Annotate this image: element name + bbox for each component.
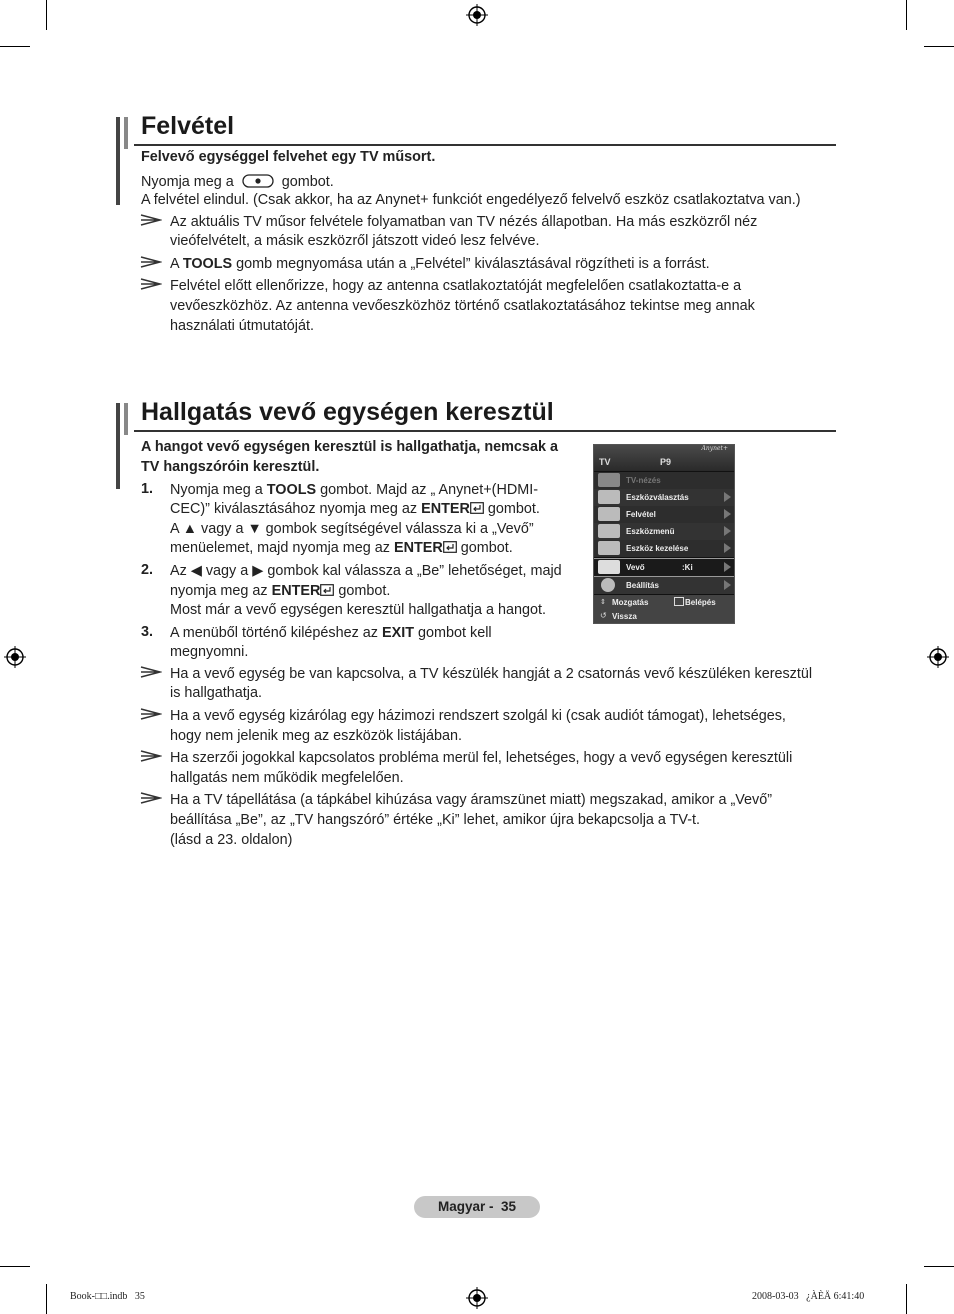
chevron-right-icon — [724, 580, 731, 590]
enter-icon — [674, 597, 684, 606]
section-bar — [124, 117, 128, 149]
device-select-icon — [598, 490, 620, 504]
note-arrow-icon — [140, 665, 162, 679]
text: ENTER — [271, 583, 321, 599]
step-text: Az ◀ vagy a ▶ gombok kal válassza a „Be” lehetőséget, majd — [170, 563, 562, 579]
title-rule — [134, 430, 836, 432]
file-info-right: 2008-03-03 ¿ÀÈÄ 6:41:40 — [752, 1291, 865, 1302]
section-bar — [116, 403, 120, 489]
osd-item-label: Eszközmenü — [626, 527, 675, 536]
text: menüelemet, majd nyomja meg az — [170, 540, 390, 556]
text: nyomja meg az — [170, 583, 268, 599]
osd-item-label: Eszközválasztás — [626, 493, 689, 502]
osd-item-label: TV-nézés — [626, 476, 661, 485]
note-text: Ha a vevő egység be van kapcsolva, a TV készülék hangját a 2 csatornás vevő készüléken keresztül — [170, 666, 813, 682]
registration-mark-icon — [466, 1287, 488, 1309]
text: gombot. Majd az „ Anynet+(HDMI- — [320, 482, 539, 498]
osd-item-eszkozvalasztas[interactable] — [594, 489, 734, 506]
device-operation-icon — [598, 541, 620, 555]
osd-item-tv-nezes[interactable] — [594, 472, 734, 489]
chevron-right-icon — [724, 562, 731, 572]
crop-mark — [0, 46, 30, 47]
section-intro: A hangot vevő egységen keresztül is hallgathatja, nemcsak a — [141, 439, 558, 455]
step-text — [170, 481, 538, 501]
title-rule — [134, 144, 836, 146]
osd-item-label: Felvétel — [626, 510, 656, 519]
chevron-right-icon — [724, 492, 731, 502]
note-text: Az aktuális TV műsor felvétele folyamatban van TV nézés állapotban. Ha más eszközről néz — [170, 214, 758, 230]
osd-source: TV — [599, 457, 611, 467]
step-text: Most már a vevő egységen keresztül hallgathatja a hangot. — [170, 602, 546, 618]
text: A — [170, 256, 179, 272]
section-title: Felvétel — [141, 112, 235, 140]
return-icon: ↺ — [600, 611, 607, 620]
step-number: 3. — [141, 624, 154, 640]
note-text: Felvétel előtt ellenőrizze, hogy az antenna csatlakoztatóját megfelelően csatlakoztatta-e a — [170, 278, 742, 294]
osd-channel: P9 — [660, 457, 672, 467]
osd-item-value: :Ki — [682, 563, 693, 572]
text: A menüből történő kilépéshez az — [170, 625, 378, 641]
note-text: beállítása „Be”, az „TV hangszóró” értéke „Ki” lehet, amikor újra bekapcsolja a TV-t. — [170, 812, 701, 828]
note-arrow-icon — [140, 707, 162, 721]
paragraph: A felvétel elindul. (Csak akkor, ha az Anynet+ funkciót engedélyező felvelvő eszköz csatlakoztatva van.) — [141, 192, 801, 208]
section-bar — [116, 117, 120, 205]
osd-item-eszkoz-kezelese[interactable] — [594, 540, 734, 557]
note-text: vevőeszközhöz. Az antenna vevőeszközhöz történő csatlakoztatásához tekintse meg annak — [170, 298, 755, 314]
osd-logo: Anynet+ — [701, 445, 728, 452]
enter-icon — [443, 541, 457, 553]
text: gombot. — [460, 540, 513, 556]
note-text: is hallgathatja. — [170, 685, 263, 701]
chevron-right-icon — [724, 509, 731, 519]
crop-mark — [46, 0, 47, 30]
note-text: használati útmutatóját. — [170, 318, 314, 334]
registration-mark-icon — [466, 4, 488, 26]
crop-mark — [906, 1284, 907, 1314]
note-text: hogy nem jelenik meg az eszközök listájában. — [170, 728, 462, 744]
registration-mark-icon — [4, 646, 26, 668]
page-number-label: Magyar - 35 — [437, 1199, 517, 1214]
note-text — [170, 255, 710, 275]
note-text: (lásd a 23. oldalon) — [170, 832, 293, 848]
note-arrow-icon — [140, 213, 162, 227]
note-arrow-icon — [140, 255, 162, 269]
section-title: Hallgatás vevő egységen keresztül — [141, 398, 554, 426]
text: gombot. — [338, 583, 391, 599]
crop-mark — [924, 1266, 954, 1267]
step-text: megnyomni. — [170, 644, 249, 660]
enter-icon — [320, 584, 334, 596]
move-icon: ⇕ — [600, 599, 606, 606]
osd-item-eszkozmenu[interactable] — [594, 523, 734, 540]
paragraph — [141, 173, 334, 193]
crop-mark — [906, 0, 907, 30]
step-number: 2. — [141, 562, 154, 578]
enter-icon — [470, 502, 484, 514]
file-info-left: Book-□□.indb 35 — [70, 1291, 145, 1302]
osd-footer-move: Mozgatás — [612, 598, 649, 607]
osd-item-felvetel[interactable] — [594, 506, 734, 523]
record-icon — [598, 507, 620, 521]
note-text: vieófelvételt, a másik eszközről játszott videó lesz felvéve. — [170, 233, 540, 249]
osd-item-beallitas[interactable] — [594, 577, 734, 594]
note-text: Ha a vevő egység kizárólag egy házimozi rendszert szolgál ki (csak audiót támogat), lehetséges, — [170, 708, 786, 724]
tv-icon — [598, 473, 620, 487]
step-number: 1. — [141, 481, 154, 497]
osd-header — [594, 445, 734, 471]
text: EXIT — [382, 625, 414, 641]
text: TOOLS — [182, 256, 233, 272]
text: Nyomja meg a — [141, 174, 234, 190]
section-bar — [124, 403, 128, 435]
record-button-icon — [242, 174, 274, 188]
chevron-right-icon — [724, 526, 731, 536]
text: Nyomja meg a — [170, 482, 263, 498]
crop-mark — [924, 46, 954, 47]
step-text — [170, 539, 513, 559]
gear-icon — [601, 578, 615, 592]
chevron-right-icon — [724, 543, 731, 553]
section-intro: Felvevő egységgel felvehet egy TV műsort. — [141, 149, 436, 165]
note-arrow-icon — [140, 277, 162, 291]
osd-footer-enter: Belépés — [685, 598, 716, 607]
device-menu-icon — [598, 524, 620, 538]
step-text: A ▲ vagy a ▼ gombok segítségével válassza ki a „Vevő” — [170, 521, 534, 537]
text: gomb megnyomása után a „Felvétel” kiválasztásával rögzítheti is a forrást. — [236, 256, 710, 272]
receiver-icon — [598, 560, 620, 574]
text: gombot kell — [418, 625, 492, 641]
osd-footer — [594, 595, 734, 623]
step-text — [170, 582, 390, 602]
registration-mark-icon — [927, 646, 949, 668]
osd-item-label: Beállítás — [626, 581, 659, 590]
note-arrow-icon — [140, 749, 162, 763]
text: TOOLS — [266, 482, 317, 498]
text: gombot. — [281, 174, 334, 190]
anynet-osd-menu — [593, 444, 735, 624]
note-arrow-icon — [140, 791, 162, 805]
note-text: hallgatás nem működik megfelelően. — [170, 770, 404, 786]
note-text: Ha szerzői jogokkal kapcsolatos probléma merül fel, lehetséges, hogy a vevő egységen keresztüli — [170, 750, 793, 766]
section-intro: TV hangszóróin keresztül. — [141, 459, 320, 475]
osd-item-vevo[interactable] — [594, 558, 734, 577]
text: ENTER — [393, 540, 443, 556]
crop-mark — [46, 1284, 47, 1314]
text: CEC)” kiválasztásához nyomja meg az — [170, 501, 418, 517]
note-text: Ha a TV tápellátása (a tápkábel kihúzása vagy áramszünet miatt) megszakad, amikor a „Vevő” — [170, 792, 773, 808]
text: gombot. — [487, 501, 540, 517]
crop-mark — [0, 1266, 30, 1267]
text: ENTER — [421, 501, 470, 517]
step-text — [170, 500, 540, 520]
osd-item-label: Vevő — [626, 563, 645, 572]
osd-item-label: Eszköz kezelése — [626, 544, 689, 553]
step-text — [170, 624, 492, 644]
osd-footer-back: Vissza — [612, 612, 637, 621]
